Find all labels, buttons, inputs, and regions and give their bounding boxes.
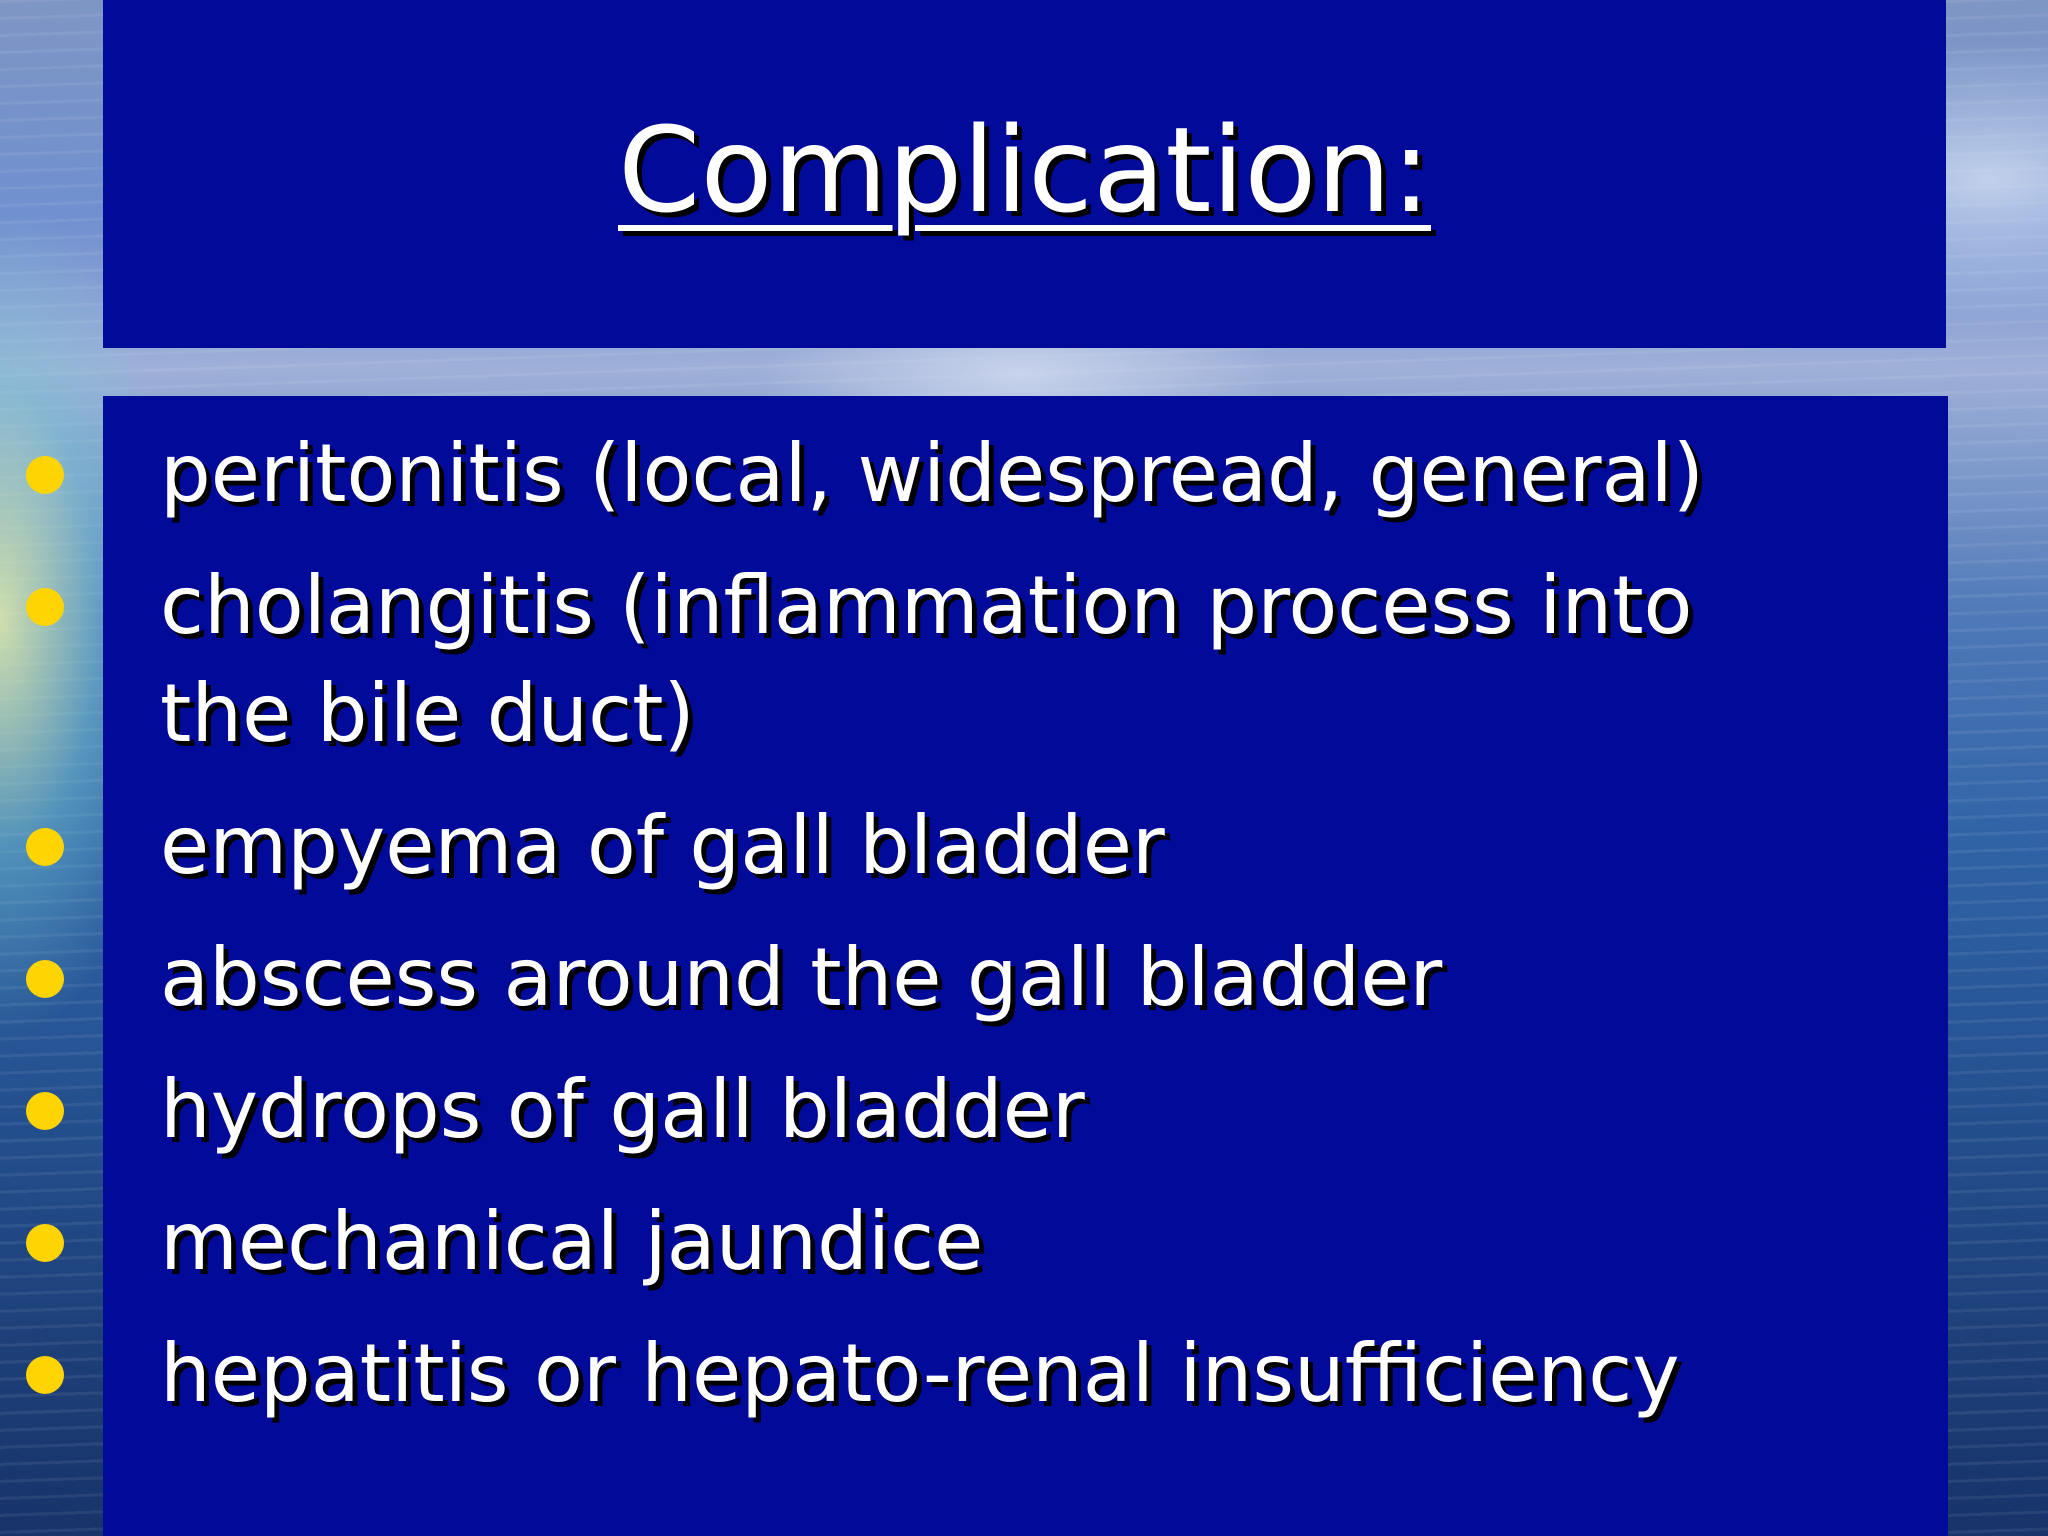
- list-item: [0, 792, 1820, 900]
- bullet-icon: [26, 828, 64, 866]
- bullet-icon: [26, 1356, 64, 1394]
- list-item: [0, 552, 1820, 768]
- list-item: [0, 1056, 1820, 1164]
- bullet-text: mechanical jaundice: [160, 1195, 984, 1288]
- list-item: [0, 1188, 1820, 1296]
- bullet-text: empyema of gall bladder: [160, 799, 1165, 892]
- bullet-icon: [26, 1224, 64, 1262]
- bullet-text: abscess around the gall bladder: [160, 931, 1443, 1024]
- title-panel: [103, 0, 1946, 348]
- bullet-list: [0, 420, 1845, 1452]
- bullet-icon: [26, 1092, 64, 1130]
- bullet-text: peritonitis (local, widespread, general): [160, 427, 1704, 520]
- bullet-text: cholangitis (inflammation process into the bile duct): [160, 559, 1693, 760]
- bullet-text: hepatitis or hepato-renal insufficiency: [160, 1327, 1680, 1420]
- list-item: [0, 924, 1820, 1032]
- bullet-icon: [26, 960, 64, 998]
- list-item: [0, 1320, 1820, 1428]
- list-item: [0, 420, 1820, 528]
- bullet-icon: [26, 588, 64, 626]
- bullet-icon: [26, 456, 64, 494]
- bullet-text: hydrops of gall bladder: [160, 1063, 1085, 1156]
- slide-title: Complication:: [618, 101, 1431, 239]
